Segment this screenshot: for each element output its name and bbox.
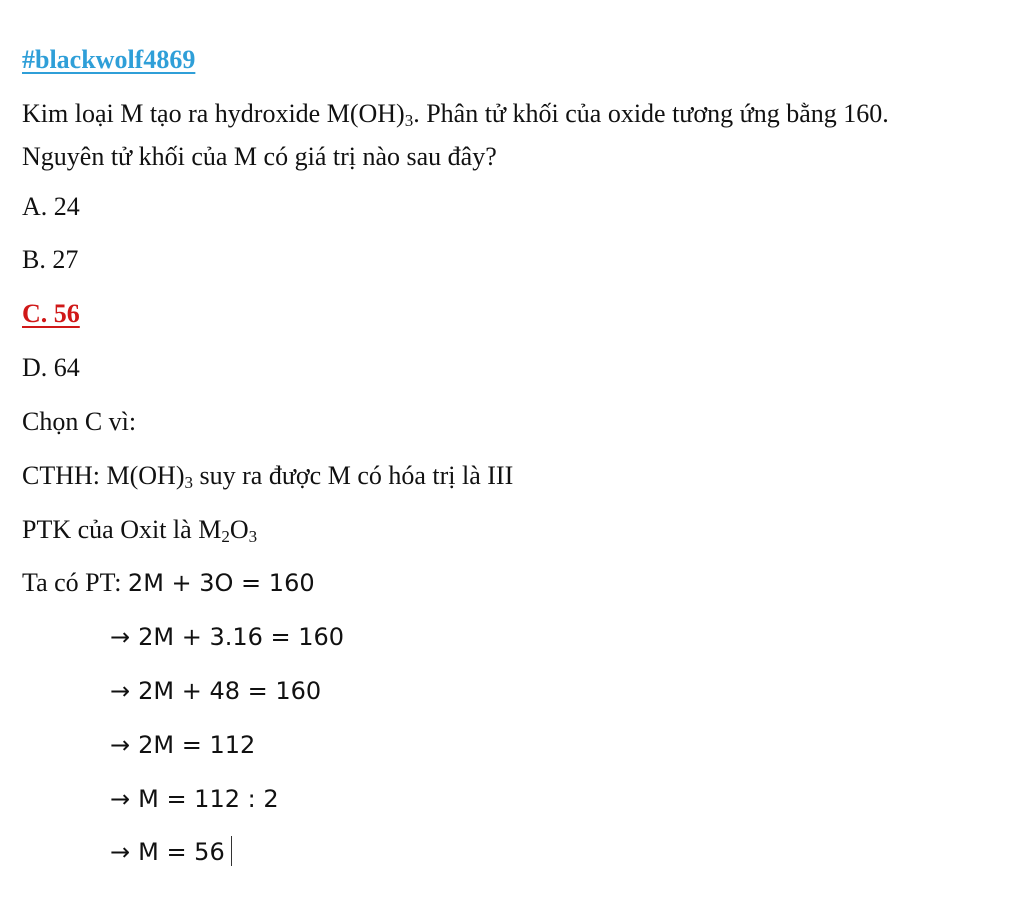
cthh-label: CTHH:	[22, 461, 107, 490]
ta-co-equation: 2M + 3O = 160	[127, 569, 315, 597]
solution-intro: Chọn C vì:	[22, 407, 137, 436]
step-text: 2M = 112	[138, 731, 256, 759]
hashtag-link[interactable]: #blackwolf4869	[22, 45, 196, 74]
text-cursor	[231, 836, 232, 866]
question-subscript: 3	[404, 111, 414, 130]
step-text: 2M + 48 = 160	[138, 677, 322, 705]
arrow-right-icon: →	[110, 785, 131, 813]
question-text-a: Kim loại M tạo ra hydroxide M(OH)	[22, 99, 405, 128]
arrow-right-icon: →	[110, 731, 131, 759]
cthh-rest: suy ra được M có hóa trị là III	[193, 461, 514, 490]
cthh-formula: M(OH)	[106, 461, 185, 490]
question-text-b: . Phân tử khối của oxide tương ứng bằng 160.	[413, 99, 889, 128]
question-line-1	[22, 98, 889, 130]
solution-step-4	[110, 783, 279, 815]
arrow-right-icon: →	[110, 677, 131, 705]
arrow-right-icon: →	[110, 838, 131, 866]
solution-equation	[22, 567, 315, 599]
question-line-2: Nguyên tử khối của M có giá trị nào sau đây?	[22, 142, 497, 171]
ptk-m: M	[198, 515, 222, 544]
option-b: B. 27	[22, 245, 79, 274]
option-c-correct: C. 56	[22, 299, 80, 328]
cthh-subscript: 3	[184, 473, 193, 492]
option-a: A. 24	[22, 192, 80, 221]
solution-step-3	[110, 729, 255, 761]
step-text: 2M + 3.16 = 160	[138, 623, 345, 651]
solution-ptk	[22, 514, 257, 546]
ptk-subscript-1: 2	[221, 527, 230, 546]
step-text: M = 112 : 2	[138, 785, 279, 813]
ptk-label: PTK của Oxit là	[22, 515, 199, 544]
arrow-right-icon: →	[110, 623, 131, 651]
solution-step-5	[110, 836, 232, 868]
option-d: D. 64	[22, 353, 80, 382]
solution-cthh	[22, 460, 513, 492]
ptk-o: O	[229, 515, 249, 544]
solution-step-1	[110, 621, 344, 653]
ta-co-label: Ta có PT:	[22, 568, 128, 597]
step-text: M = 56	[138, 838, 225, 866]
solution-step-2	[110, 675, 321, 707]
ptk-subscript-2: 3	[248, 527, 258, 546]
